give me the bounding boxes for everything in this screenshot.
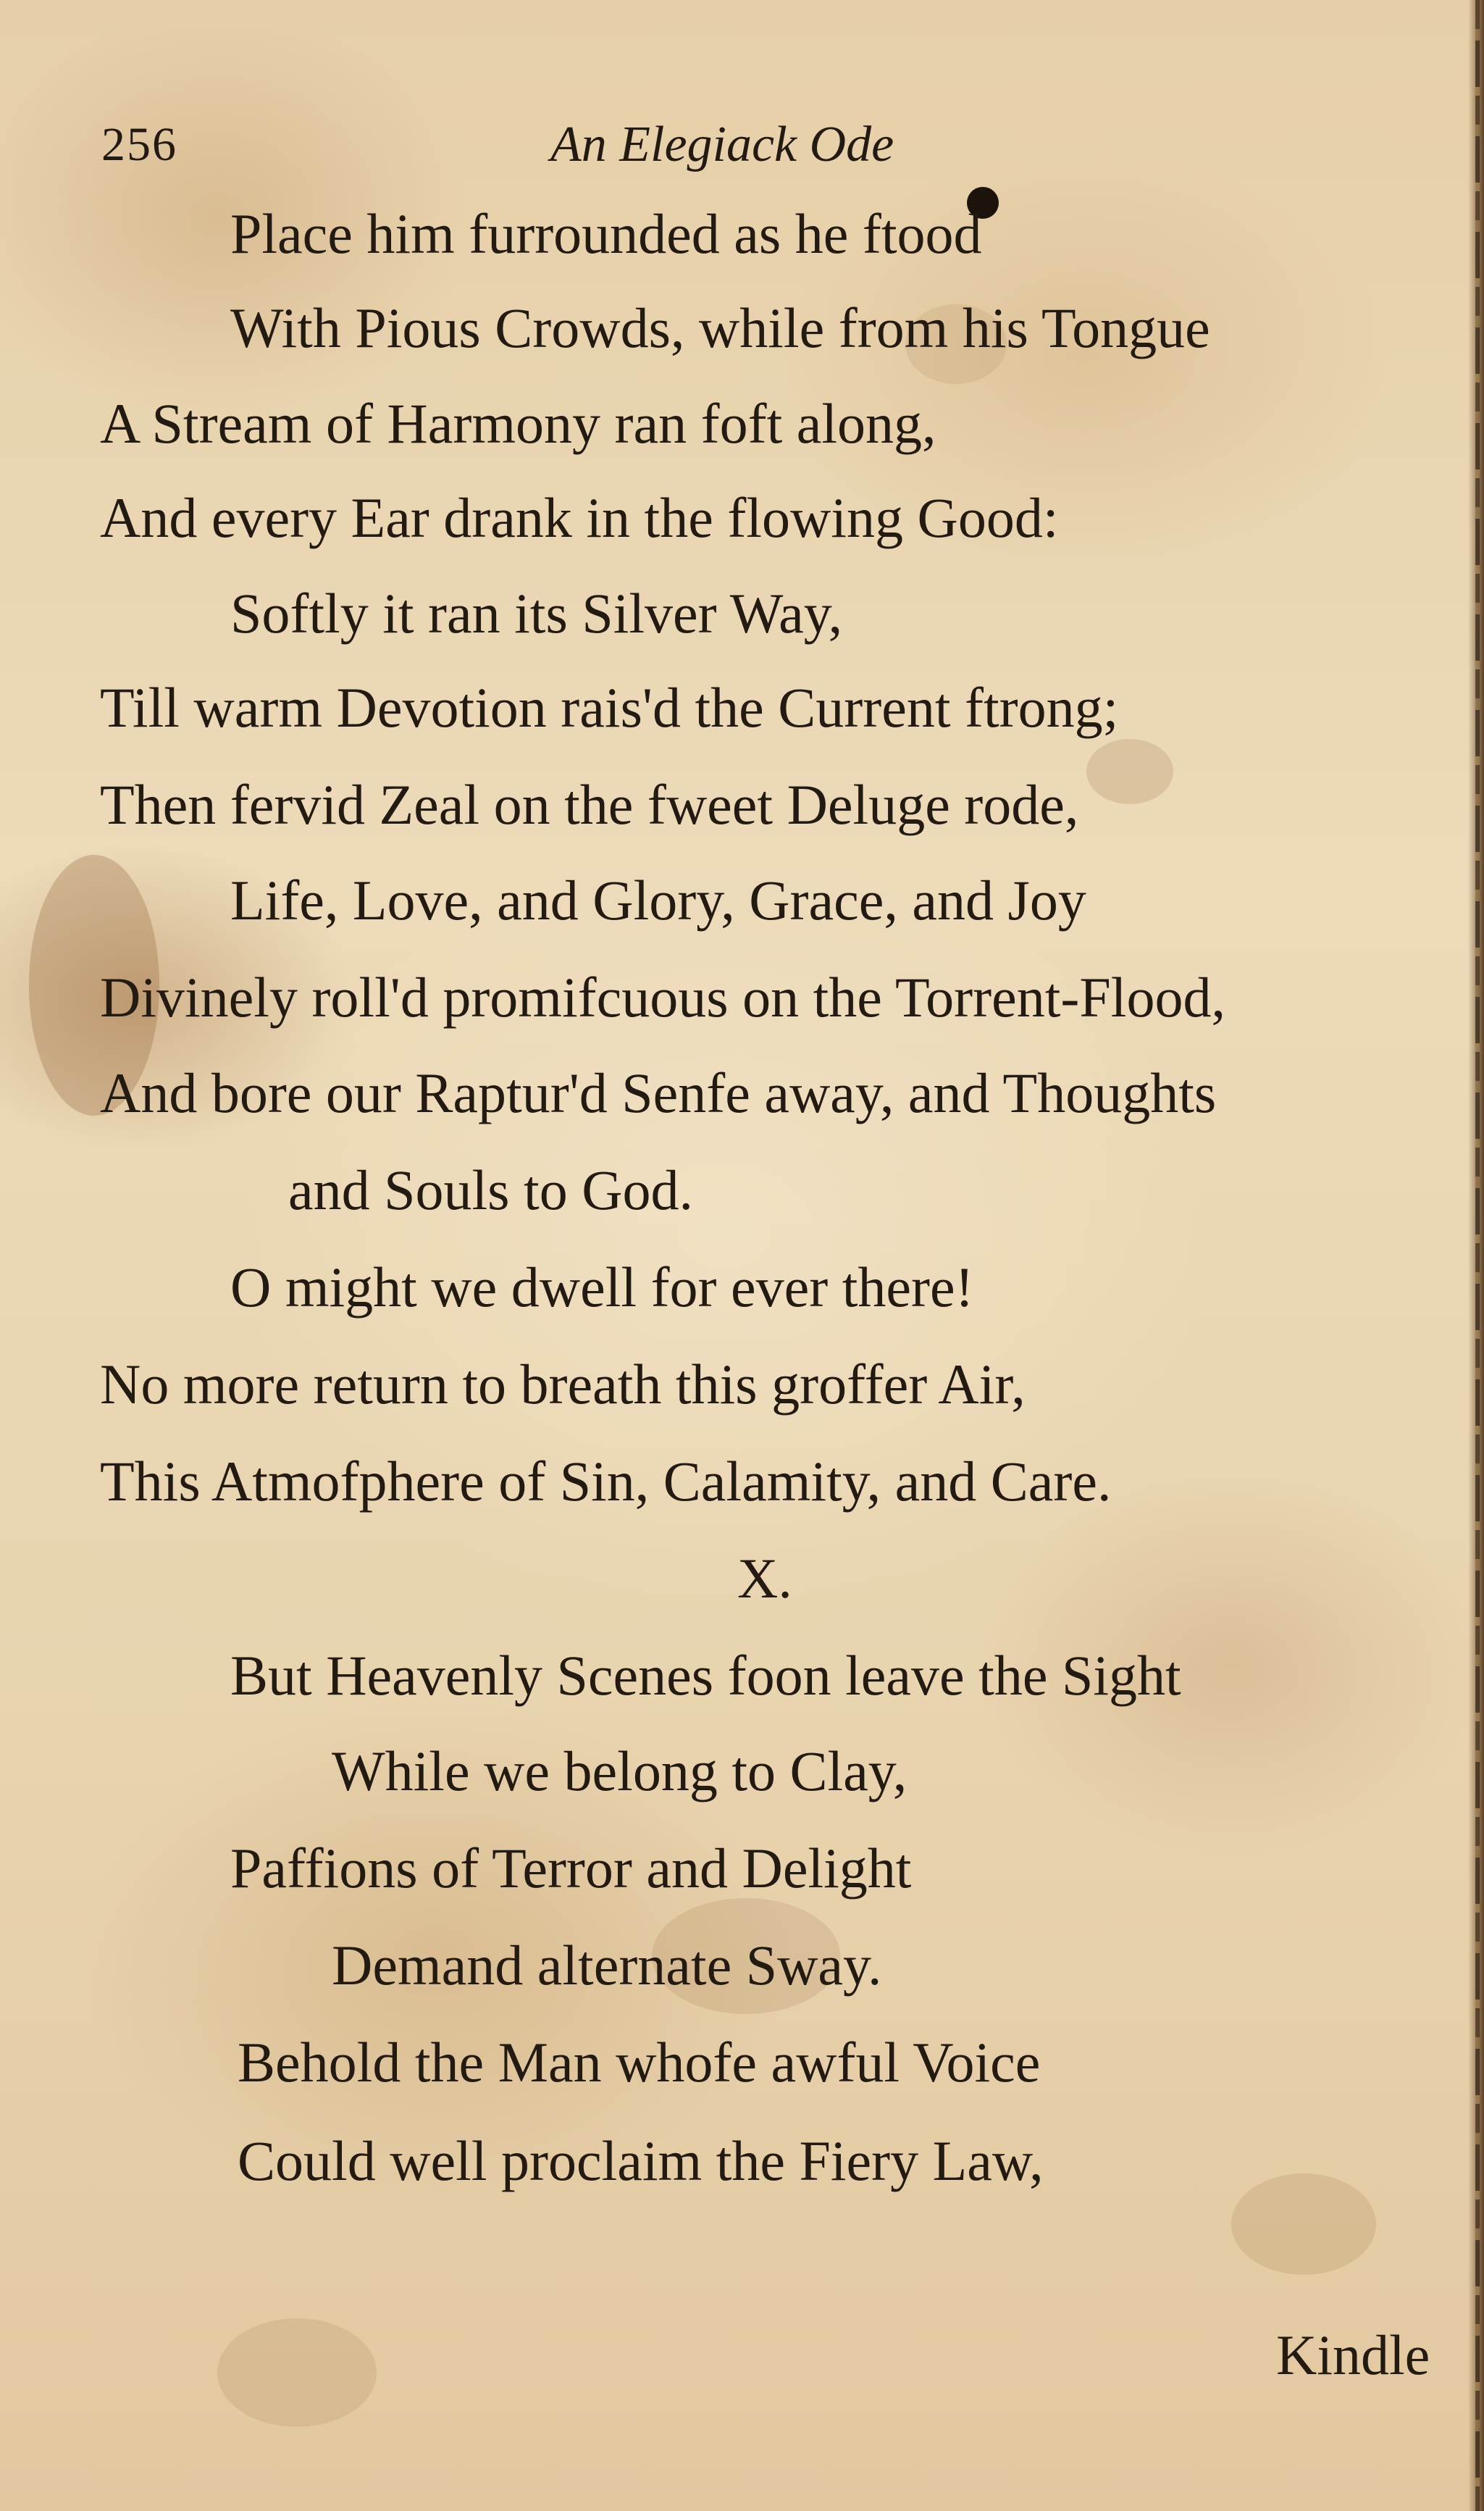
foxing-stain bbox=[217, 2318, 377, 2427]
poem-line: Till warm Devotion rais'd the Current ftrong; bbox=[100, 676, 1119, 739]
poem-line: Divinely roll'd promifcuous on the Torrent-Flood, bbox=[100, 966, 1225, 1029]
section-numeral: X. bbox=[737, 1547, 792, 1610]
running-title: An Elegiack Ode bbox=[550, 117, 894, 172]
poem-line: No more return to breath this groffer Air, bbox=[100, 1353, 1026, 1416]
poem-line: O might we dwell for ever there! bbox=[230, 1256, 974, 1319]
poem-line: Demand alternate Sway. bbox=[332, 1934, 882, 1997]
poem-line: Paffions of Terror and Delight bbox=[230, 1837, 912, 1900]
poem-line: And every Ear drank in the flowing Good: bbox=[100, 486, 1059, 549]
poem-line: Could well proclaim the Fiery Law, bbox=[238, 2129, 1044, 2192]
poem-line: But Heavenly Scenes foon leave the Sight bbox=[230, 1644, 1181, 1707]
foxing-stain bbox=[1231, 2173, 1376, 2275]
poem-line: And bore our Raptur'd Senfe away, and Thoughts bbox=[100, 1061, 1217, 1124]
poem-line: Life, Love, and Glory, Grace, and Joy bbox=[230, 869, 1086, 932]
page-edge-binding bbox=[1475, 0, 1480, 2511]
poem-line: This Atmofphere of Sin, Calamity, and Care. bbox=[100, 1450, 1112, 1513]
poem-line: Place him furrounded as he ftood bbox=[230, 202, 982, 265]
catchword: Kindle bbox=[1276, 2323, 1430, 2386]
poem-line: With Pious Crowds, while from his Tongue bbox=[230, 296, 1210, 359]
poem-line: Then fervid Zeal on the fweet Deluge rode, bbox=[100, 773, 1079, 836]
poem-line: Softly it ran its Silver Way, bbox=[230, 582, 843, 645]
page-header bbox=[101, 109, 1449, 181]
poem-line: While we belong to Clay, bbox=[332, 1739, 907, 1802]
poem-line: Behold the Man whofe awful Voice bbox=[238, 2031, 1041, 2094]
poem-line: A Stream of Harmony ran foft along, bbox=[100, 392, 936, 455]
poem-line: and Souls to God. bbox=[288, 1158, 694, 1221]
foxing-stain bbox=[1086, 739, 1173, 804]
page-number: 256 bbox=[101, 118, 177, 171]
